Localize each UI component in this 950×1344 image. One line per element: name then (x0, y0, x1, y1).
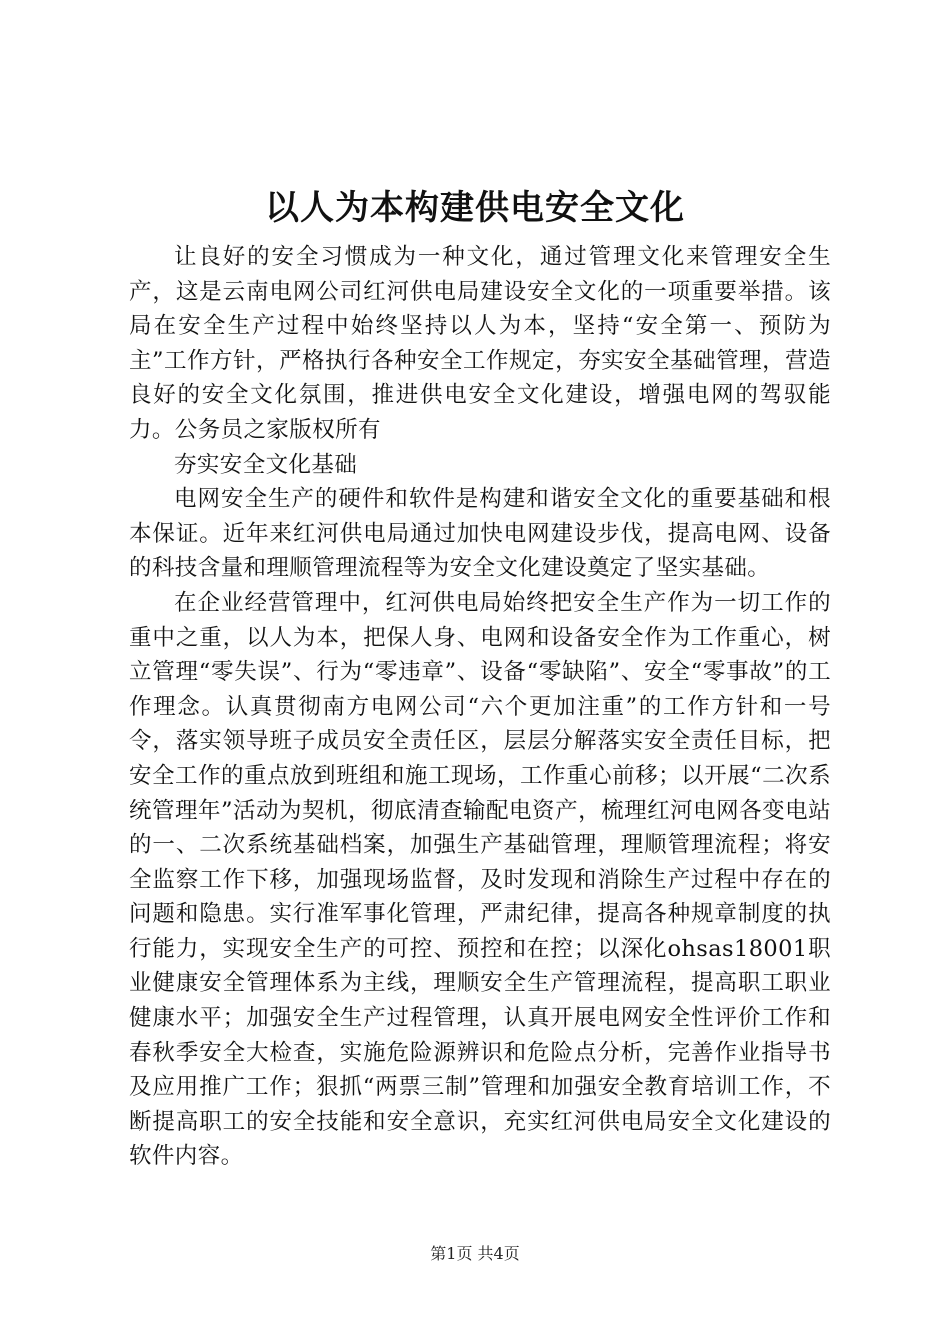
paragraph-intro: 让良好的安全习惯成为一种文化，通过管理文化来管理安全生产，这是云南电网公司红河供电局建设安全文化的一项重要举措。该局在安全生产过程中始终坚持以人为本，坚持“安全第一、预防为主”工作方针，严格执行各种安全工作规定，夯实安全基础管理，营造良好的安全文化氛围，推进供电安全文化建设，增强电网的驾驭能力。公务员之家版权所有 (129, 244, 831, 443)
paragraph-management: 在企业经营管理中，红河供电局始终把安全生产作为一切工作的重中之重，以人为本，把保人身、电网和设备安全作为工作重心，树立管理“零失误”、行为“零违章”、设备“零缺陷”、安全“零事故”的工作理念。认真贯彻南方电网公司“六个更加注重”的工作方针和一号令，落实领导班子成员安全责任区，层层分解落实安全责任目标，把安全工作的重点放到班组和施工现场，工作重心前移；以开展“二次系统管理年”活动为契机，彻底清查输配电资产，梳理红河电网各变电站的一、二次系统基础档案，加强生产基础管理，理顺管理流程；将安全监察工作下移，加强现场监督，及时发现和消除生产过程中存在的问题和隐患。实行准军事化管理，严肃纪律，提高各种规章制度的执行能力，实现安全生产的可控、预控和在控；以深化ohsas18001职业健康安全管理体系为主线，理顺安全生产管理流程，提高职工职业健康水平；加强安全生产过程管理，认真开展电网安全性评价工作和春秋季安全大检查，实施危险源辨识和危险点分析，完善作业指导书及应用推广工作；狠抓“两票三制”管理和加强安全教育培训工作，不断提高职工的安全技能和安全意识，充实红河供电局安全文化建设的软件内容。 (129, 589, 831, 1170)
document-title: 以人为本构建供电安全文化 (265, 188, 685, 228)
paragraph-foundation: 电网安全生产的硬件和软件是构建和谐安全文化的重要基础和根本保证。近年来红河供电局通过加快电网建设步伐，提高电网、设备的科技含量和理顺管理流程等为安全文化建设奠定了坚实基础。 (129, 486, 831, 582)
section-heading: 夯实安全文化基础 (174, 451, 358, 478)
page-number-footer: 第1页 共4页 (430, 1244, 520, 1263)
document-body (129, 240, 831, 1174)
